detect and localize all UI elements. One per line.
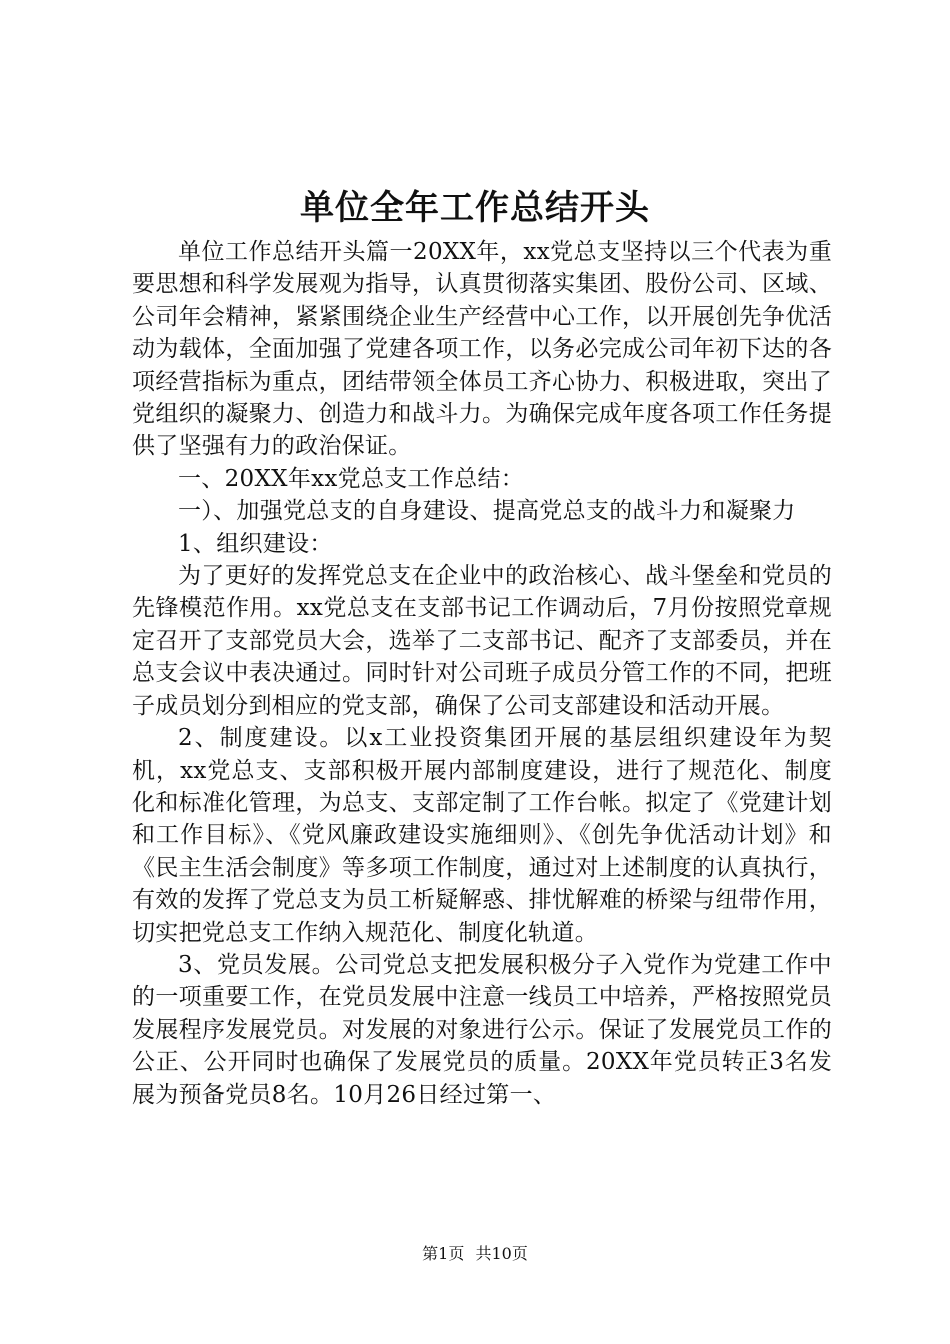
paragraph-intro: 单位工作总结开头篇一20XX年，xx党总支坚持以三个代表为重要思想和科学发展观为指导，认真贯彻落实集团、股份公司、区域、公司年会精神，紧紧围绕企业生产经营中心工作，以开展创先争优活动为载体，全面加强了党建各项工作，以务必完成公司年初下达的各项经营指标为重点，团结带领全体员工齐心协力、积极进取，突出了党组织的凝聚力、创造力和战斗力。为确保完成年度各项工作任务提供了坚强有力的政治保证。: [132, 239, 832, 460]
paragraph-member-development: 3、党员发展。公司党总支把发展积极分子入党作为党建工作中的一项重要工作，在党员发展中注意一线员工中培养，严格按照党员发展程序发展党员。对发展的对象进行公示。保证了发展党员工作的公正、公开同时也确保了发展党员的质量。20XX年党员转正3名发展为预备党员8名。10月26日经过第一、: [132, 951, 832, 1108]
subsection-heading-1: 一）、加强党总支的自身建设、提高党总支的战斗力和凝聚力: [178, 498, 796, 525]
paragraph-organization: 为了更好的发挥党总支在企业中的政治核心、战斗堡垒和党员的先锋模范作用。xx党总支在支部书记工作调动后，7月份按照党章规定召开了支部党员大会，选举了二支部书记、配齐了支部委员，并在总支会议中表决通过。同时针对公司班子成员分管工作的不同，把班子成员划分到相应的党支部，确保了公司支部建设和活动开展。: [132, 563, 832, 719]
paragraph-system-building: 2、制度建设。以x工业投资集团开展的基层组织建设年为契机，xx党总支、支部积极开展内部制度建设，进行了规范化、制度化和标准化管理，为总支、支部定制了工作台帐。拟定了《党建计划和工作目标》、《党风廉政建设实施细则》、《创先争优活动计划》和《民主生活会制度》等多项工作制度，通过对上述制度的认真执行，有效的发挥了党总支为员工析疑解惑、排忧解难的桥梁与纽带作用，切实把党总支工作纳入规范化、制度化轨道。: [132, 725, 832, 946]
section-heading-1: 一、20XX年xx党总支工作总结：: [178, 465, 525, 492]
item-heading-organization: 1、组织建设：: [178, 530, 333, 557]
page-total: 共10页: [475, 1244, 528, 1263]
page-footer: [0, 1243, 950, 1265]
page-number: 第1页: [422, 1244, 465, 1263]
document-title: 单位全年工作总结开头: [300, 188, 650, 228]
document-body: [132, 236, 832, 1111]
